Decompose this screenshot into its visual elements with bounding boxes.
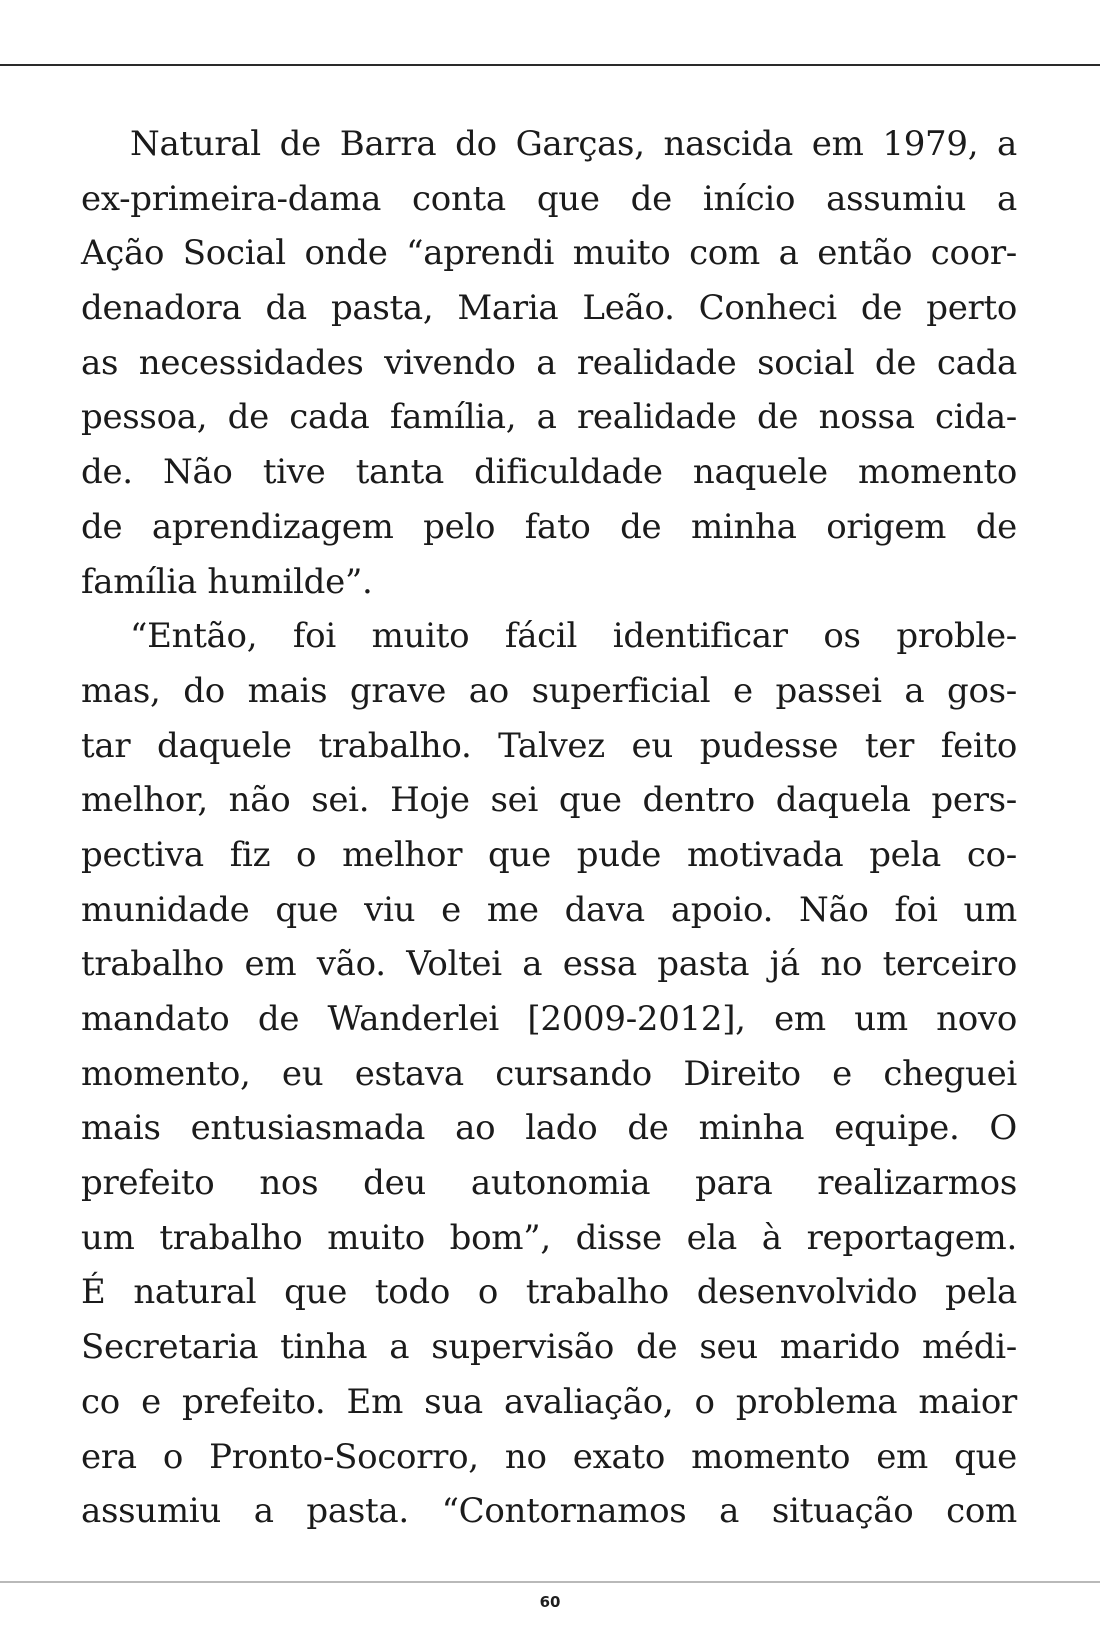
text-line: um trabalho muito bom”, disse ela à reportagem.: [81, 1217, 1017, 1258]
text-line: família humilde”.: [81, 561, 373, 602]
text-line: era o Pronto-Socorro, no exato momento em que: [81, 1436, 1017, 1477]
text-line: munidade que viu e me dava apoio. Não foi um: [81, 889, 1017, 930]
text-line: prefeito nos deu autonomia para realizarmos: [81, 1163, 1017, 1204]
text-line: as necessidades vivendo a realidade social de cada: [81, 342, 1017, 383]
header-rule: [0, 64, 1100, 66]
text-line: pectiva fiz o melhor que pude motivada pela co-: [81, 834, 1017, 875]
text-line: trabalho em vão. Voltei a essa pasta já no terceiro: [81, 944, 1017, 985]
footer-rule: [0, 1581, 1100, 1583]
text-line: mais entusiasmada ao lado de minha equipe. O: [81, 1108, 1017, 1149]
text-line: Ação Social onde “aprendi muito com a então coor-: [81, 233, 1017, 274]
text-line: co e prefeito. Em sua avaliação, o problema maior: [81, 1381, 1017, 1422]
text-line: É natural que todo o trabalho desenvolvido pela: [81, 1272, 1017, 1313]
text-line: tar daquele trabalho. Talvez eu pudesse ter feito: [81, 725, 1017, 766]
text-line: pessoa, de cada família, a realidade de nossa cida-: [81, 397, 1017, 438]
body-text: [81, 117, 1017, 1539]
text-line: denadora da pasta, Maria Leão. Conheci de perto: [81, 288, 1017, 329]
text-line: melhor, não sei. Hoje sei que dentro daquela pers-: [81, 780, 1017, 821]
text-line: assumiu a pasta. “Contornamos a situação com: [81, 1491, 1017, 1532]
text-line: Natural de Barra do Garças, nascida em 1979, a: [130, 124, 1017, 164]
text-line: momento, eu estava cursando Direito e cheguei: [81, 1053, 1017, 1094]
text-line: de. Não tive tanta dificuldade naquele momento: [81, 452, 1017, 493]
text-line: mas, do mais grave ao superficial e passei a gos-: [81, 670, 1017, 711]
text-line: Secretaria tinha a supervisão de seu marido médi-: [81, 1327, 1017, 1368]
page-number: 60: [539, 1593, 561, 1611]
text-line: ex-primeira-dama conta que de início assumiu a: [81, 178, 1017, 219]
text-line: mandato de Wanderlei [2009-2012], em um novo: [81, 999, 1017, 1039]
text-line: “Então, foi muito fácil identificar os proble-: [130, 616, 1017, 657]
text-line: de aprendizagem pelo fato de minha origem de: [81, 506, 1017, 547]
